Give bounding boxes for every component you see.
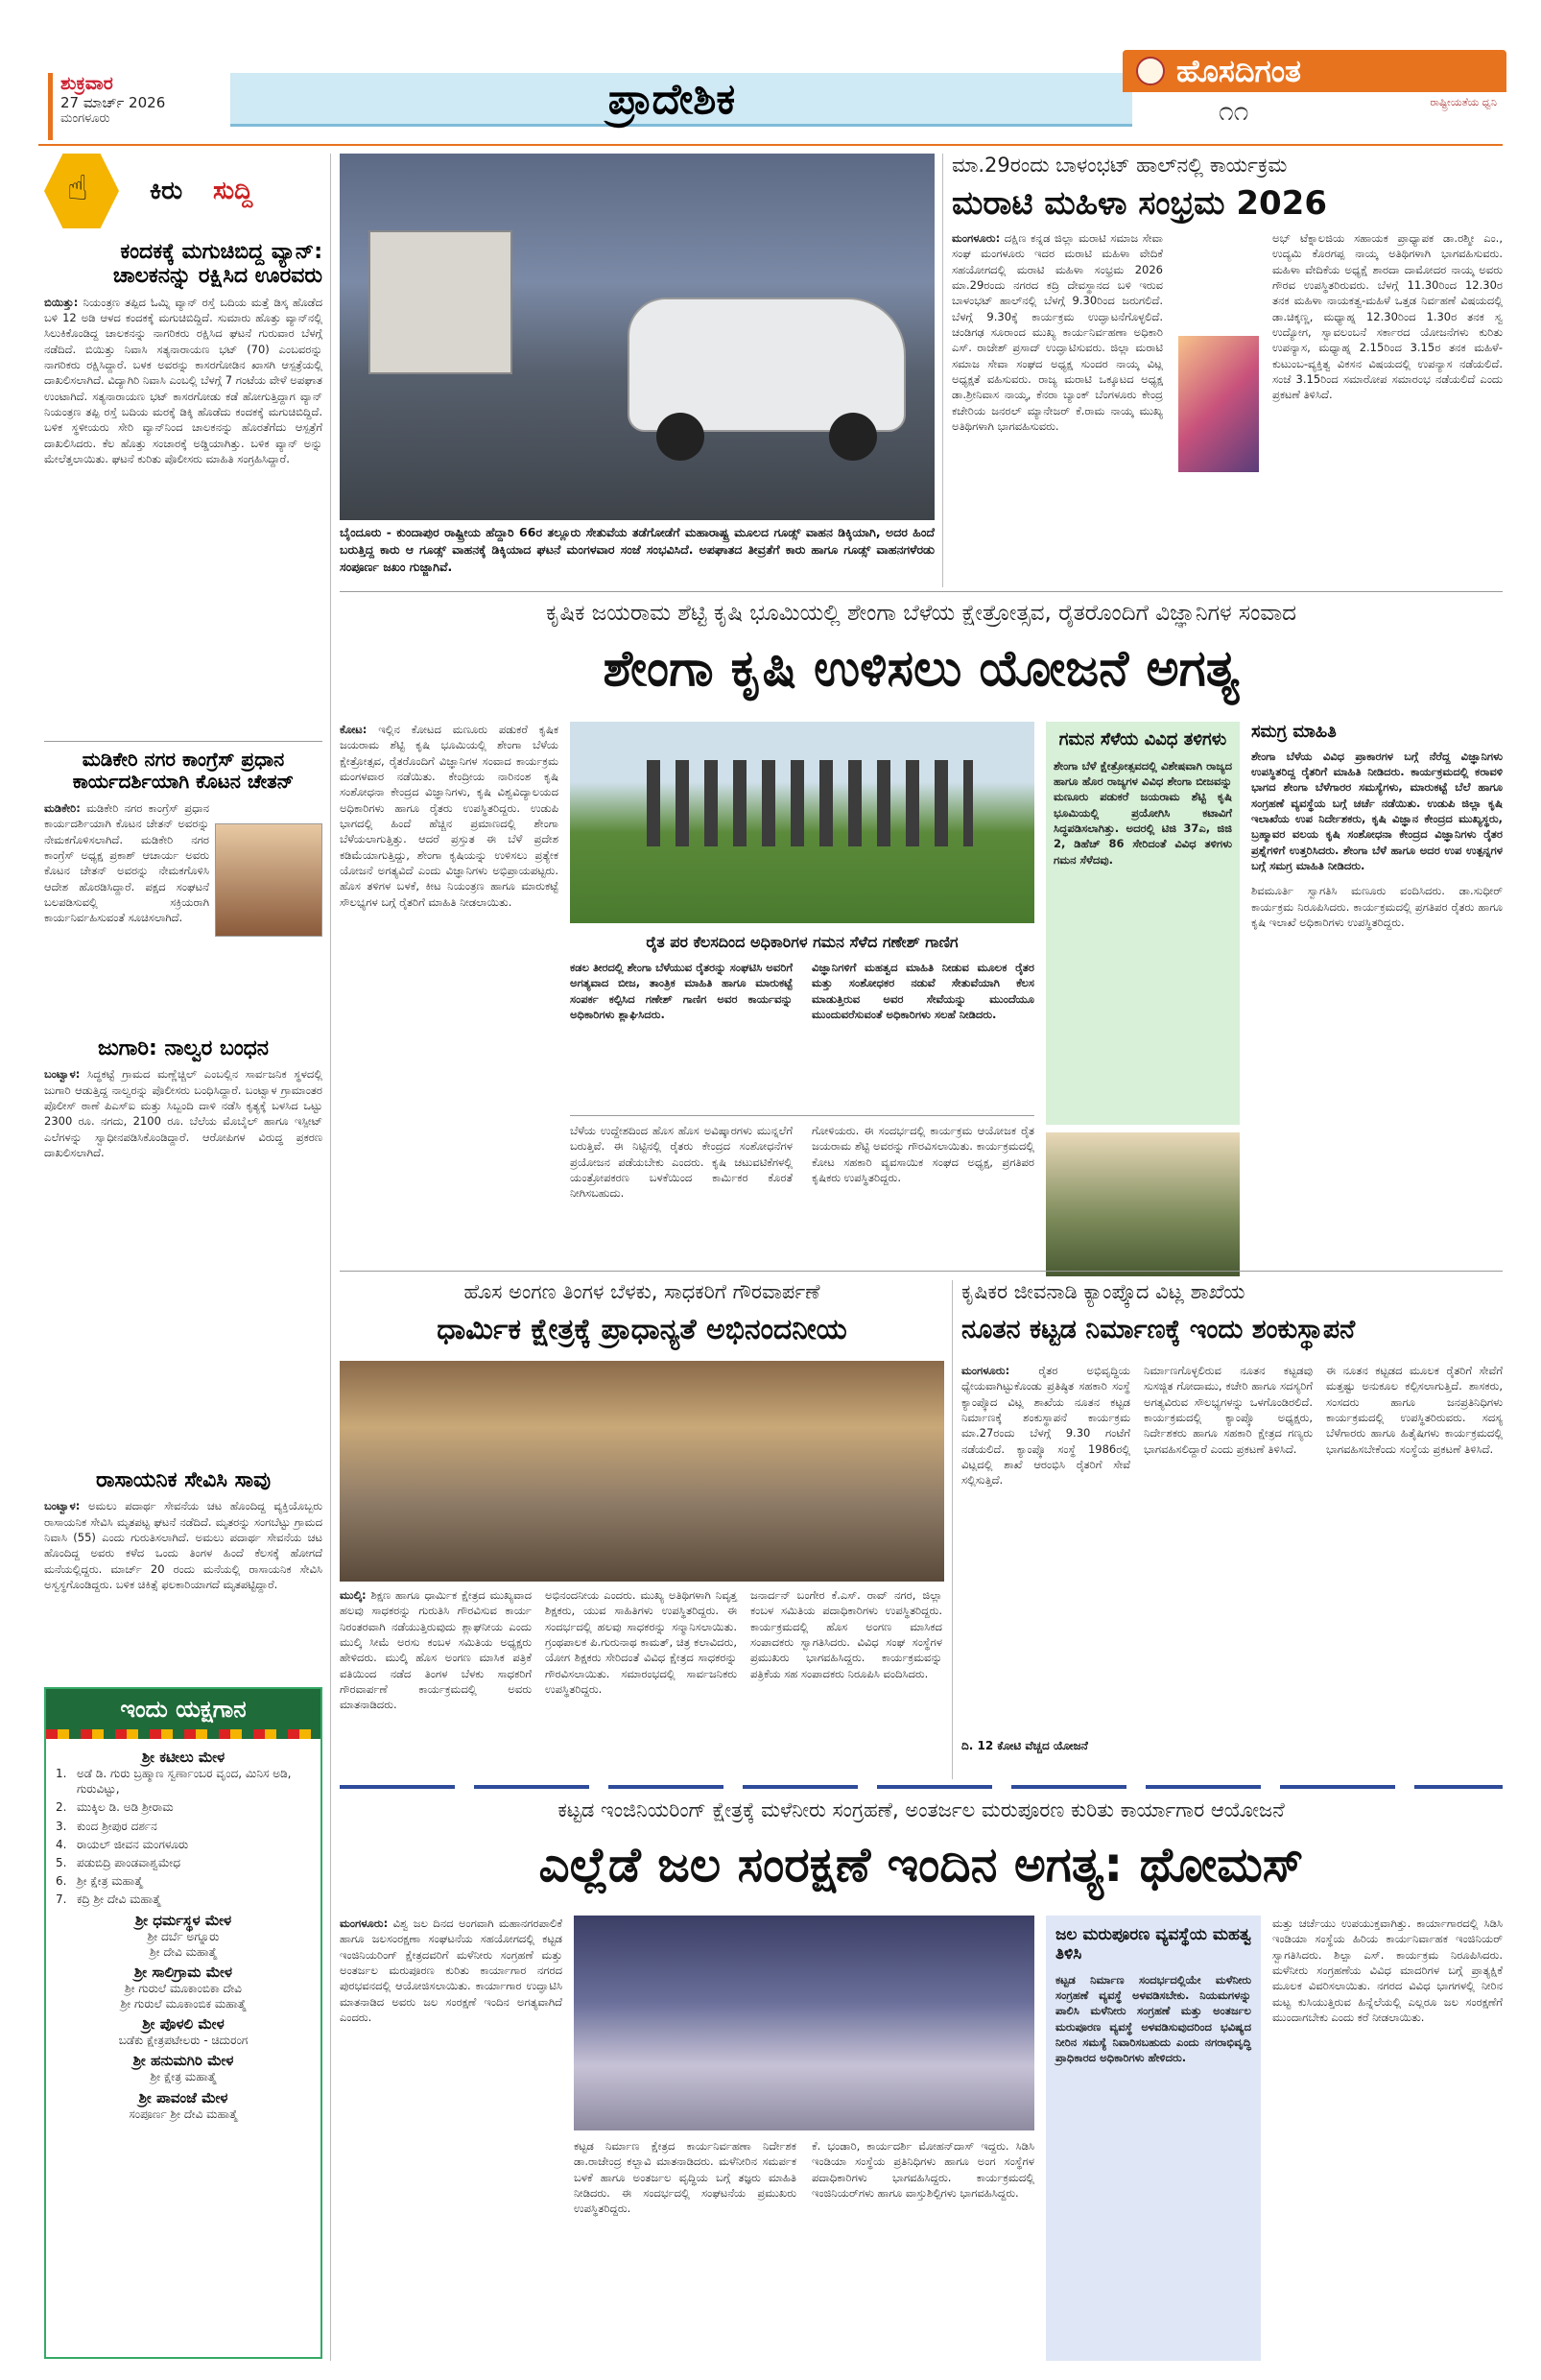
marati-kicker: ಮಾ.29ರಂದು ಬಾಳಂಭಟ್ ಹಾಲ್‌ನಲ್ಲಿ ಕಾರ್ಯಕ್ರಮ [952, 154, 1288, 177]
dateline: ಮುಲ್ಕಿ: [340, 1588, 367, 1602]
mulki-col1: ಮುಲ್ಕಿ: ಶಿಕ್ಷಣ ಹಾಗೂ ಧಾರ್ಮಿಕ ಕ್ಷೇತ್ರದ ಮುಖ್ಯವಾದ ಹಲವು ಸಾಧಕರನ್ನು ಗುರುತಿಸಿ ಗೌರವಿಸುವ ಕಾರ್ಯ ನಿರಂತರವಾಗಿ ನಡೆಯುತ್ತಿರುವುದು ಶ್ಲಾಘನೀಯ ಎಂದು ಮುಲ್ಕಿ ಸೀಮೆ ಅರಸು ಕಂಬಳ ಸಮಿತಿಯ ಅಧ್ಯಕ್ಷರು ಹೇಳಿದರು. ಮುಲ್ಕಿ ಹೊಸ ಅಂಗಣ ಮಾಸಿಕ ಪತ್ರಿಕೆ ವತಿಯಿಂದ ನಡೆದ ತಿಂಗಳ ಬೆಳಕು ಸಾಧಕರಿಗೆ ಗೌರವಾರ್ಪಣೆ ಕಾರ್ಯಕ್ರಮದಲ್ಲಿ ಅವರು ಮಾತನಾಡಿದರು. [340, 1588, 533, 1712]
mela-item: ಅಡೆ ಡಿ. ಗುರು ಬ್ರಹ್ಮಾಣ ಸ್ವರ್ಣಾಂಬರ ವೃಂದ, ಮಿನಿಸ ಅಡಿ, ಗುರುವಿಟ್ಟು, [77, 1767, 292, 1797]
brief-madikeri [44, 749, 322, 926]
dateline: ಬಿಯಿತ್ತು: [44, 295, 79, 309]
mulki-kicker: ಹೊಸ ಅಂಗಣ ತಿಂಗಳ ಬೆಳಕು, ಸಾಧಕರಿಗೆ ಗೌರವಾರ್ಪಣೆ [463, 1280, 820, 1303]
people-photo [1046, 1132, 1240, 1276]
mela-item: ಶ್ರೀ ಕ್ಷೇತ್ರ ಮಹಾತ್ಮೆ [150, 2070, 217, 2084]
dateline: ಮಂಗಳೂರು: [340, 1916, 389, 1930]
varieties-body: ಶೇಂಗಾ ಬೆಳೆ ಕ್ಷೇತ್ರೋತ್ಸವದಲ್ಲಿ ವಿಶೇಷವಾಗಿ ರಾಜ್ಯದ ಹಾಗೂ ಹೊರ ರಾಜ್ಯಗಳ ವಿವಿಧ ಶೇಂಗಾ ಬೀಜವನ್ನು ಮಣೂರು ಪಡುಕರೆ ಜಯರಾಮ ಶೆಟ್ಟಿ ಕೃಷಿ ಭೂಮಿಯಲ್ಲಿ ಪ್ರಯೋಗಿಸಿ ಕಟಾವಿಗೆ ಸಿದ್ಧಪಡಿಸಲಾಗಿತ್ತು. ಅದರಲ್ಲಿ ಟಿಜಿ 37ಎ, ಜಿಜಿ 2, ಡಿಹೆಚ್ 86 ಸೇರಿದಂತೆ ವಿವಿಧ ತಳಿಗಳು ಗಮನ ಸೆಳೆದವು. [1054, 758, 1232, 867]
mela-item: ಬಡೆಕು ಕ್ಷೇತ್ರಪಟೇಲರು - ಚಿದುರಂಗ [118, 2034, 249, 2048]
yakshagana-box: ಇಂದು ಯಕ್ಷಗಾನ ಶ್ರೀ ಕಟೀಲು ಮೇಳ 1. ಅಡೆ ಡಿ. ಗುರು ಬ್ರಹ್ಮಾಣ ಸ್ವರ್ಣಾಂಬರ ವೃಂದ, ಮಿನಿಸ ಅಡಿ, ಗುರುವಿಟ್ಟು, 2. ಮುಕ್ಕಿಲ ಡಿ. ಅಡಿ ಶ್ರೀರಾಮ 3. ಕುಂದ ಶ್ರೀಪುರ ದರ್ಶನ 4. ರಾಯಲ್ ಜೀವನ ಮಂಗಳೂರು 5. ಪಡುಬಿದ್ರಿ ಪಾಂಡವಾಶ್ವಮೇಧ 6. ಶ್ರೀ ಕ್ಷೇತ್ರ ಮಹಾತ್ಮೆ 7. ಕದ್ರಿ ಶ್ರೀ ದೇವಿ ಮಹಾತ್ಮೆ ಶ್ರೀ ಧರ್ಮಸ್ಥಳ ಮೇಳ ಶ್ರೀ ದರ್ಬೆ ಅಗ್ನೂರು ಶ್ರೀ ದೇವಿ ಮಹಾತ್ಮೆ ಶ್ರೀ ಸಾಲಿಗ್ರಾಮ ಮೇಳ ಶ್ರೀ ಗುರುಲೆ ಮೂಕಾಂಬಿಕಾ ದೇವಿ ಶ್ರೀ ಗುರುಲೆ ಮೂಕಾಂಬಿಕ ಮಹಾತ್ಮೆ ಶ್ರೀ ಪೊಳಲಿ ಮೇಳ ಬಡೆಕು ಕ್ಷೇತ್ರಪಟೇಲರು - ಚಿದುರಂಗ ಶ್ರೀ ಹನುಮಗಿರಿ ಮೇಳ ಶ್ರೀ ಕ್ಷೇತ್ರ ಮಹಾತ್ಮೆ ಶ್ರೀ ಪಾವಂಜೆ ಮೇಳ ಸಂಪೂರ್ಣ ಶ್ರೀ ದೇವಿ ಮಹಾತ್ಮೆ [44, 1687, 322, 2359]
mela-item: ಶ್ರೀ ಗುರುಲೆ ಮೂಕಾಂಬಿಕ ಮಹಾತ್ಮೆ [120, 1997, 247, 2011]
marati-col1: ಮಂಗಳೂರು: ದಕ್ಷಿಣ ಕನ್ನಡ ಜಿಲ್ಲಾ ಮರಾಟಿ ಸಮಾಜ ಸೇವಾ ಸಂಘ ಮಂಗಳೂರು ಇದರ ಮರಾಟಿ ಮಹಿಳಾ ವೇದಿಕೆ ಸಹಯೋಗದಲ್ಲಿ ಮರಾಟಿ ಮಹಿಳಾ ಸಂಭ್ರಮ 2026 ಮಾ.29ರಂದು ನಗರದ ಕದ್ರಿ ದೇವಸ್ಥಾನದ ಬಳಿ ಇರುವ ಬಾಳಂಭಟ್ ಹಾಲ್‌ನಲ್ಲಿ ಬೆಳಗ್ಗೆ 9.30ರಿಂದ ಜರುಗಲಿದೆ. ಬೆಳಗ್ಗೆ 9.30ಕ್ಕೆ ಕಾರ್ಯಕ್ರಮ ಉದ್ಘಾಟನೆಗೊಳ್ಳಲಿದೆ. ಚಂಡಿಗಢ ಸೂರಾಂದ ಮುಖ್ಯ ಕಾರ್ಯನಿರ್ವಹಣಾ ಅಧಿಕಾರಿ ಎಸ್. ರಾಜೇಶ್ ಪ್ರಸಾದ್ ಉದ್ಘಾಟಿಸುವರು. ಜಿಲ್ಲಾ ಮರಾಟಿ ಸಮಾಜ ಸೇವಾ ಸಂಘದ ಅಧ್ಯಕ್ಷ ಸುಂದರ ನಾಯ್ಕ ವಿಟ್ಲ ಅಧ್ಯಕ್ಷತೆ ವಹಿಸುವರು. ರಾಜ್ಯ ಮರಾಟಿ ಒಕ್ಕೂಟದ ಅಧ್ಯಕ್ಷ ಡಾ.ಶ್ರೀನಿವಾಸ ನಾಯ್ಕ, ಕೆನರಾ ಬ್ಯಾಂಕ್ ಬೆಂಗಳೂರು ಕೇಂದ್ರ ಕಚೇರಿಯ ಜನರಲ್ ಮ್ಯಾನೇಜರ್ ಕೆ.ರಾಮ ನಾಯ್ಕ ಮುಖ್ಯ ಅತಿಥಿಗಳಾಗಿ ಭಾಗವಹಿಸುವರು. [952, 231, 1163, 433]
shenga-tail2: ಗೋಳಿಯರು. ಈ ಸಂದರ್ಭದಲ್ಲಿ ಕಾರ್ಯಕ್ರಮ ಆಯೋಜಕ ರೈತ ಜಯರಾಮ ಶೆಟ್ಟಿ ಅವರನ್ನು ಗೌರವಿಸಲಾಯಿತು. ಕಾರ್ಯಕ್ರಮದಲ್ಲಿ ಕೋಟ ಸಹಕಾರಿ ವ್ಯವಸಾಯಿಕ ಸಂಘದ ಅಧ್ಯಕ್ಷ, ಪ್ರಗತಿಪರ ಕೃಷಿಕರು ಉಪಸ್ಥಿತರಿದ್ದರು. [812, 1124, 1034, 1184]
brand-tag: ರಾಷ್ಟ್ರೀಯತೆಯ ಧ್ವನಿ [1430, 96, 1497, 108]
mela-name: ಶ್ರೀ ಹನುಮಗಿರಿ ಮೇಳ [132, 2052, 234, 2070]
felicitation-photo [340, 1361, 944, 1582]
truck-shape [368, 230, 512, 374]
brand-name: ಹೊಸದಿಗಂತ [1176, 53, 1301, 89]
kirusuddi-label-a: ಕಿರು [150, 177, 183, 205]
brief-title: ಜುಗಾರಿ: ನಾಲ್ವರ ಬಂಧನ [97, 1036, 270, 1060]
accident-caption: ಬೈಂದೂರು - ಕುಂದಾಪುರ ರಾಷ್ಟ್ರೀಯ ಹೆದ್ದಾರಿ 66ರ ತಲ್ಲೂರು ಸೇತುವೆಯ ತಡೆಗೋಡೆಗೆ ಮಹಾರಾಷ್ಟ್ರ ಮೂಲದ ಗೂಡ್ಸ್ ವಾಹನ ಡಿಕ್ಕಿಯಾಗಿ, ಅದರ ಹಿಂದೆ ಬರುತ್ತಿದ್ದ ಕಾರು ಆ ಗೂಡ್ಸ್ ವಾಹನಕ್ಕೆ ಡಿಕ್ಕಿಯಾದ ಘಟನೆ ಮಂಗಳವಾರ ಸಂಜೆ ಸಂಭವಿಸಿದೆ. ಅಪಘಾತದ ತೀವ್ರತೆಗೆ ಕಾರು ಹಾಗೂ ಗೂಡ್ಸ್ ವಾಹನಗಳೆರಡು ಸಂಪೂರ್ಣ ಜಖಂ ಗುಜ್ಜಾಗಿವೆ. [340, 525, 935, 575]
side-info [1251, 722, 1503, 930]
brief-body: ಸಿದ್ಧಕಟ್ಟೆ ಗ್ರಾಮದ ಮಣ್ಣೆಚ್ಚಿಲ್ ಎಂಬಲ್ಲಿನ ಸಾರ್ವಜನಿಕ ಸ್ಥಳದಲ್ಲಿ ಜುಗಾರಿ ಆಡುತ್ತಿದ್ದ ನಾಲ್ವರನ್ನು ಪೊಲೀಸರು ಬಂಧಿಸಿದ್ದಾರೆ. ಬಂಟ್ವಾಳ ಗ್ರಾಮಾಂತರ ಪೊಲೀಸ್ ಠಾಣೆ ಪಿಎಸ್‌ಐ ಮತ್ತು ಸಿಬ್ಬಂದಿ ದಾಳಿ ನಡೆಸಿ ಕೃತ್ಯಕ್ಕೆ ಬಳಸಿದ ಒಟ್ಟು 2300 ರೂ. ನಗದು, 2100 ರೂ. ಬೆಲೆಯ ಮೊಬೈಲ್ ಹಾಗೂ ಇಸ್ಪೀಟ್ ಎಲೆಗಳನ್ನು ಸ್ವಾಧೀನಪಡಿಸಿಕೊಂಡಿದ್ದಾರೆ. ಆರೋಪಿಗಳ ವಿರುದ್ಧ ಪ್ರಕರಣ ದಾಖಲಿಸಲಾಗಿದೆ. [44, 1067, 323, 1159]
campco-date-line: ದಿ. 12 ಕೋಟಿ ವೆಚ್ಚದ ಯೋಜನೆ [961, 1739, 1088, 1752]
shenga-col1: ಕೋಟ: ಇಲ್ಲಿನ ಕೋಟದ ಮಣೂರು ಪಡುಕರೆ ಕೃಷಿಕ ಜಯರಾಮ ಶೆಟ್ಟಿ ಕೃಷಿ ಭೂಮಿಯಲ್ಲಿ ಶೇಂಗಾ ಬೆಳೆಯ ಕ್ಷೇತ್ರೋತ್ಸವ, ರೈತರೊಂದಿಗೆ ವಿಜ್ಞಾನಿಗಳ ಸಂವಾದ ಕಾರ್ಯಕ್ರಮ ಮಂಗಳವಾರ ನಡೆಯಿತು. ಕೇಂದ್ರೀಯ ನಾರಿನಂಶ ಕೃಷಿ ಸಂಶೋಧನಾ ಕೇಂದ್ರದ ವಿಜ್ಞಾನಿಗಳು, ಕೃಷಿ ವಿಶ್ವವಿದ್ಯಾಲಯದ ಅಧಿಕಾರಿಗಳು ಹಾಗೂ ರೈತರು ಉಪಸ್ಥಿತರಿದ್ದರು. ಉಡುಪಿ ಭಾಗದಲ್ಲಿ ಹಿಂದೆ ಹೆಚ್ಚಿನ ಪ್ರಮಾಣದಲ್ಲಿ ಶೇಂಗಾ ಬೆಳೆಯಲಾಗುತ್ತಿತ್ತು. ಆದರೆ ಪ್ರಸ್ತುತ ಈ ಬೆಳೆ ಪ್ರದೇಶ ಕಡಿಮೆಯಾಗುತ್ತಿದ್ದು, ಶೇಂಗಾ ಕೃಷಿಯನ್ನು ಉಳಿಸಲು ಪ್ರತ್ಯೇಕ ಯೋಜನೆ ಅಗತ್ಯವಿದೆ ಎಂದು ವಿಜ್ಞಾನಿಗಳು ಅಭಿಪ್ರಾಯಪಟ್ಟರು. ಹೊಸ ತಳಿಗಳ ಬಳಕೆ, ಕೀಟ ನಿಯಂತ್ರಣ ಹಾಗೂ ಮಾರುಕಟ್ಟೆ ಸೌಲಭ್ಯಗಳ ಬಗ್ಗೆ ರೈತರಿಗೆ ಮಾಹಿತಿ ನೀಡಲಾಯಿತು. [340, 723, 559, 909]
mela-item: ಮುಕ್ಕಿಲ ಡಿ. ಅಡಿ ಶ್ರೀರಾಮ [77, 1800, 174, 1815]
mela-name: ಶ್ರೀ ಕಟೀಲು ಮೇಳ [141, 1749, 225, 1766]
section-title: ಪ್ರಾದೇಶಿಕ [607, 75, 736, 124]
accident-photo [340, 154, 935, 520]
mulki-col2: ಅಭಿನಂದನೀಯ ಎಂದರು. ಮುಖ್ಯ ಅತಿಥಿಗಳಾಗಿ ನಿವೃತ್ತ ಶಿಕ್ಷಕರು, ಯುವ ಸಾಹಿತಿಗಳು ಉಪಸ್ಥಿತರಿದ್ದರು. ಈ ಸಂದರ್ಭದಲ್ಲಿ ಹಲವು ಸಾಧಕರನ್ನು ಸನ್ಮಾನಿಸಲಾಯಿತು. ಗ್ರಂಥಪಾಲಕ ಪಿ.ಗುರುನಾಥ ಕಾಮತ್, ಚಿತ್ರ ಕಲಾವಿದರು, ಯೋಗ ಶಿಕ್ಷಕರು ಸೇರಿದಂತೆ ವಿವಿಧ ಕ್ಷೇತ್ರದ ಸಾಧಕರನ್ನು ಗೌರವಿಸಲಾಯಿತು. ಸಮಾರಂಭದಲ್ಲಿ ಸಾರ್ವಜನಿಕರು ಉಪಸ್ಥಿತರಿದ್ದರು. [545, 1588, 737, 1696]
campco-kicker: ಕೃಷಿಕರ ಜೀವನಾಡಿ ಕ್ಯಾಂಪ್ಕೊದ ವಿಟ್ಲ ಶಾಖೆಯ [961, 1280, 1245, 1303]
varieties-box [1046, 722, 1240, 1125]
header-day: ಶುಕ್ರವಾರ [60, 73, 113, 94]
mela-name: ಶ್ರೀ ಪಾವಂಜೆ ಮೇಳ [138, 2088, 228, 2106]
car-shape [628, 298, 906, 432]
water-col1: ಮಂಗಳೂರು: ವಿಶ್ವ ಜಲ ದಿನದ ಅಂಗವಾಗಿ ಮಹಾನಗರಪಾಲಿಕೆ ಹಾಗೂ ಜಲಸಂರಕ್ಷಣಾ ಸಂಘಟನೆಯ ಸಹಯೋಗದಲ್ಲಿ ಕಟ್ಟಡ ಇಂಜಿನಿಯರಿಂಗ್ ಕ್ಷೇತ್ರದವರಿಗೆ ಮಳೆನೀರು ಸಂಗ್ರಹಣೆ ಮತ್ತು ಅಂತರ್ಜಲ ಮರುಪೂರಣ ಕುರಿತು ಕಾರ್ಯಾಗಾರ ನಗರದ ಪುರಭವನದಲ್ಲಿ ಆಯೋಜಿಸಲಾಯಿತು. ಕಾರ್ಯಾಗಾರ ಉದ್ಘಾಟಿಸಿ ಮಾತನಾಡಿದ ಅವರು ಜಲ ಸಂರಕ್ಷಣೆ ಇಂದಿನ ಅಗತ್ಯವಾಗಿದೆ ಎಂದರು. [340, 1916, 563, 2024]
mela-name: ಶ್ರೀ ಪೊಳಲಿ ಮೇಳ [142, 2015, 225, 2034]
brief-title: ಮಡಿಕೇರಿ ನಗರ ಕಾಂಗ್ರೆಸ್ ಪ್ರಧಾನ ಕಾರ್ಯದರ್ಶಿಯಾಗಿ ಕೊಟನ ಚೇತನ್ [72, 748, 295, 793]
field-photo [570, 722, 1034, 923]
brief-jugari [44, 1036, 322, 1160]
kirusuddi-label-b: ಸುದ್ದಿ [213, 177, 253, 205]
yakshagana-border [46, 1729, 320, 1739]
water-title: ಎಲ್ಲೆಡೆ ಜಲ ಸಂರಕ್ಷಣೆ ಇಂದಿನ ಅಗತ್ಯ: ಥೋಮಸ್ [538, 1837, 1304, 1892]
water-side: ಮತ್ತು ಚರ್ಚೆಯು ಉಪಯುಕ್ತವಾಗಿತ್ತು. ಕಾರ್ಯಾಗಾರದಲ್ಲಿ ಸಿಡಿಸಿ ಇಂಡಿಯಾ ಸಂಸ್ಥೆಯ ಹಿರಿಯ ಕಾರ್ಯನಿರ್ವಾಹಕ ಇಂಜಿನಿಯರ್ ಸ್ವಾಗತಿಸಿದರು. ಶಿಲ್ಪಾ ಎಸ್. ಕಾರ್ಯಕ್ರಮ ನಿರೂಪಿಸಿದರು. ಮಳೆನೀರು ಸಂಗ್ರಹಣೆಯ ವಿವಿಧ ಮಾದರಿಗಳ ಬಗ್ಗೆ ಪ್ರಾತ್ಯಕ್ಷಿಕೆ ಮೂಲಕ ವಿವರಿಸಲಾಯಿತು. ನಗರದ ವಿವಿಧ ಭಾಗಗಳಲ್ಲಿ ನೀರಿನ ಮಟ್ಟ ಕುಸಿಯುತ್ತಿರುವ ಹಿನ್ನೆಲೆಯಲ್ಲಿ ಎಲ್ಲರೂ ಜಲ ಸಂರಕ್ಷಣೆಗೆ ಮುಂದಾಗಬೇಕು ಎಂದು ಕರೆ ನೀಡಲಾಯಿತು. [1272, 1916, 1503, 2024]
mela-item: ಕುಂದ ಶ್ರೀಪುರ ದರ್ಶನ [77, 1819, 157, 1833]
side-tail: ಶಿವಮೂರ್ತಿ ಸ್ವಾಗತಿಸಿ ಮಣೂರು ವಂದಿಸಿದರು. ಡಾ.ಸುಧೀರ್ ಕಾರ್ಯಕ್ರಮ ನಿರೂಪಿಸಿದರು. ಕಾರ್ಯಕ್ರಮದಲ್ಲಿ ಪ್ರಗತಿಪರ ರೈತರು ಹಾಗೂ ಕೃಷಿ ಇಲಾಖೆ ಅಧಿಕಾರಿಗಳು ಉಪಸ್ಥಿತರಿದ್ದರು. [1251, 884, 1503, 929]
side-title: ಸಮಗ್ರ ಮಾಹಿತಿ [1251, 722, 1337, 742]
portrait-photo [215, 823, 322, 937]
mela-item: ಪಡುಬಿದ್ರಿ ಪಾಂಡವಾಶ್ವಮೇಧ [77, 1855, 180, 1869]
water-kicker: ಕಟ್ಟಡ ಇಂಜಿನಿಯರಿಂಗ್ ಕ್ಷೇತ್ರಕ್ಕೆ ಮಳೆನೀರು ಸಂಗ್ರಹಣೆ, ಅಂತರ್ಜಲ ಮರುಪೂರಣ ಕುರಿತು ಕಾರ್ಯಾಗಾರ ಆಯೋಜನೆ [557, 1798, 1285, 1821]
marati-title: ಮರಾಟಿ ಮಹಿಳಾ ಸಂಭ್ರಮ 2026 [952, 184, 1327, 223]
shenga-title: ಶೇಂಗಾ ಕೃಷಿ ಉಳಿಸಲು ಯೋಜನೆ ಅಗತ್ಯ [603, 640, 1240, 698]
farmer-caption-col2: ವಿಜ್ಞಾನಿಗಳಿಗೆ ಮಹತ್ವದ ಮಾಹಿತಿ ನೀಡುವ ಮೂಲಕ ರೈತರ ಮತ್ತು ಸಂಶೋಧಕರ ನಡುವೆ ಸೇತುವೆಯಾಗಿ ಕೆಲಸ ಮಾಡುತ್ತಿರುವ ಅವರ ಸೇವೆಯನ್ನು ಮುಂದೆಯೂ ಮುಂದುವರೆಸುವಂತೆ ಅಧಿಕಾರಿಗಳು ಸಲಹೆ ನೀಡಿದರು. [812, 961, 1034, 1021]
marati-col2: ಅಭ್ ಟೆಕ್ನಾಲಜಿಯ ಸಹಾಯಕ ಪ್ರಾಧ್ಯಾಪಕ ಡಾ.ರಶ್ಮೀ ಎಂ., ಉದ್ಯಮಿ ಕೊರಗಪ್ಪ ನಾಯ್ಕ ಅತಿಥಿಗಳಾಗಿ ಭಾಗವಹಿಸುವರು. ಮಹಿಳಾ ವೇದಿಕೆಯ ಅಧ್ಯಕ್ಷೆ ಶಾರದಾ ದಾಮೋದರ ನಾಯ್ಕ ಅವರು ಗೌರವ ಉಪಸ್ಥಿತರಿರುವರು. ಬೆಳಗ್ಗೆ 11.30ರಿಂದ 12.30ರ ತನಕ ಮಹಿಳಾ ನಾಯಕತ್ವ-ಮಹಿಳೆ ಒತ್ತಡ ನಿರ್ವಹಣೆ ವಿಷಯದಲ್ಲಿ ಡಾ.ಚಿಕ್ಕಣ್ಣ, ಮಧ್ಯಾಹ್ನ 12.30ರಿಂದ 1.30ರ ತನಕ ಸ್ವ ಉದ್ಯೋಗ, ಸ್ವಾವಲಂಬನೆ ಸರ್ಕಾರದ ಯೋಜನೆಗಳು ಕುರಿತು ಉಪನ್ಯಾಸ, ಮಧ್ಯಾಹ್ನ 2.15ರಿಂದ 3.15ರ ತನಕ ಮಹಿಳೆ-ಕುಟುಂಬ-ವ್ಯಕ್ತಿತ್ವ ವಿಕಸನ ವಿಷಯದಲ್ಲಿ ಉಪನ್ಯಾಸ ನಡೆಯಲಿದೆ. ಸಂಜೆ 3.15ರಿಂದ ಸಮಾರೋಪ ಸಮಾರಂಭ ನಡೆಯಲಿದೆ ಎಂದು ಪ್ರಕಟಣೆ ತಿಳಿಸಿದೆ. [1272, 231, 1503, 402]
page-number: ೧೧ [1219, 95, 1249, 127]
farmer-caption-col1: ಕಡಲ ತೀರದಲ್ಲಿ ಶೇಂಗಾ ಬೆಳೆಯುವ ರೈತರನ್ನು ಸಂಘಟಿಸಿ ಅವರಿಗೆ ಅಗತ್ಯವಾದ ಬೀಜ, ತಾಂತ್ರಿಕ ಮಾಹಿತಿ ಹಾಗೂ ಮಾರುಕಟ್ಟೆ ಸಂಪರ್ಕ ಕಲ್ಪಿಸಿದ ಗಣೇಶ್ ಗಾಣಿಗ ಅವರ ಕಾರ್ಯವನ್ನು ಅಧಿಕಾರಿಗಳು ಶ್ಲಾಘಿಸಿದರು. [570, 961, 793, 1021]
brief-title: ಕಂದಕಕ್ಕೆ ಮಗುಚಿಬಿದ್ದ ವ್ಯಾನ್: ಚಾಲಕನನ್ನು ರಕ್ಷಿಸಿದ ಊರವರು [112, 240, 322, 289]
brief-van [44, 240, 322, 466]
header-date: 27 ಮಾರ್ಚ್ 2026 [60, 94, 166, 111]
yakshagana-title: ಇಂದು ಯಕ್ಷಗಾನ [46, 1689, 320, 1729]
mela-item: ಶ್ರೀ ದೇವಿ ಮಹಾತ್ಮೆ [149, 1944, 218, 1959]
mela-name: ಶ್ರೀ ಧರ್ಮಸ್ಥಳ ಮೇಳ [134, 1911, 232, 1929]
recharge-body: ಕಟ್ಟಡ ನಿರ್ಮಾಣ ಸಂದರ್ಭದಲ್ಲಿಯೇ ಮಳೆನೀರು ಸಂಗ್ರಹಣೆ ವ್ಯವಸ್ಥೆ ಅಳವಡಿಸಬೇಕು. ನಿಯಮಗಳನ್ನು ಪಾಲಿಸಿ ಮಳೆನೀರು ಸಂಗ್ರಹಣೆ ಮತ್ತು ಅಂತರ್ಜಲ ಮರುಪೂರಣ ವ್ಯವಸ್ಥೆ ಅಳವಡಿಸುವುದರಿಂದ ಭವಿಷ್ಯದ ನೀರಿನ ಸಮಸ್ಯೆ ನಿವಾರಿಸಬಹುದು ಎಂದು ನಗರಾಭಿವೃದ್ಧಿ ಪ್ರಾಧಿಕಾರದ ಅಧಿಕಾರಿಗಳು ಹೇಳಿದರು. [1055, 1972, 1251, 2065]
campco-col2: ನಿರ್ಮಾಣಗೊಳ್ಳಲಿರುವ ನೂತನ ಕಟ್ಟಡವು ಸುಸಜ್ಜಿತ ಗೋದಾಮು, ಕಚೇರಿ ಹಾಗೂ ಸದಸ್ಯರಿಗೆ ಅಗತ್ಯವಿರುವ ಸೌಲಭ್ಯಗಳನ್ನು ಒಳಗೊಂಡಿರಲಿದೆ. ಕಾರ್ಯಕ್ರಮದಲ್ಲಿ ಕ್ಯಾಂಪ್ಕೊ ಅಧ್ಯಕ್ಷರು, ನಿರ್ದೇಶಕರು ಹಾಗೂ ಸಹಕಾರಿ ಕ್ಷೇತ್ರದ ಗಣ್ಯರು ಭಾಗವಹಿಸಲಿದ್ದಾರೆ ಎಂದು ಪ್ರಕಟಣೆ ತಿಳಿಸಿದೆ. [1144, 1364, 1313, 1456]
lamp-photo [574, 1916, 1034, 2130]
side-body: ಶೇಂಗಾ ಬೆಳೆಯ ವಿವಿಧ ಪ್ರಾಕಾರಗಳ ಬಗ್ಗೆ ನೆರೆದ್ದ ವಿಜ್ಞಾನಿಗಳು ಉಪಸ್ಥಿತರಿದ್ದ ರೈತರಿಗೆ ಮಾಹಿತಿ ನೀಡಿದರು. ಕಾರ್ಯಕ್ರಮದಲ್ಲಿ ಕರಾವಳಿ ಭಾಗದ ಶೇಂಗಾ ಬೆಳೆಗಾರರ ಸಮಸ್ಯೆಗಳು, ಮಾರುಕಟ್ಟೆ ಬೆಲೆ ಹಾಗೂ ಸಂಗ್ರಹಣೆ ವ್ಯವಸ್ಥೆಯ ಬಗ್ಗೆ ಚರ್ಚೆ ನಡೆಯಿತು. ಉಡುಪಿ ಜಿಲ್ಲಾ ಕೃಷಿ ಇಲಾಖೆಯ ಉಪ ನಿರ್ದೇಶಕರು, ಕೃಷಿ ವಿಜ್ಞಾನ ಕೇಂದ್ರದ ಮುಖ್ಯಸ್ಥರು, ಬ್ರಹ್ಮಾವರ ವಲಯ ಕೃಷಿ ಸಂಶೋಧನಾ ಕೇಂದ್ರದ ವಿಜ್ಞಾನಿಗಳು ರೈತರ ಪ್ರಶ್ನೆಗಳಿಗೆ ಉತ್ತರಿಸಿದರು. ಶೇಂಗಾ ಬೆಳೆ ಹಾಗೂ ಅದರ ಉಪ ಉತ್ಪನ್ನಗಳ ಬಗ್ಗೆ ಸಮಗ್ರ ಮಾಹಿತಿ ನೀಡಿದರು. [1251, 749, 1503, 872]
brief-body: ನಿಯಂತ್ರಣ ತಪ್ಪಿದ ಓಮ್ನಿ ವ್ಯಾನ್ ರಸ್ತೆ ಬದಿಯ ಮತ್ತೆ ಡಿಸ್ಕ ಹೊಡೆದ ಬಳಿ 12 ಅಡಿ ಆಳದ ಕಂದಕಕ್ಕೆ ಮಗುಚಿಬಿದ್ದಿದೆ. ಸುಮಾರು ಹೊತ್ತು ವ್ಯಾನ್‌ನಲ್ಲಿ ಸಿಲುಕಿಕೊಂಡಿದ್ದ ಚಾಲಕನನ್ನು ನಾಗರಿಕರು ರಕ್ಷಿಸಿದ ಘಟನೆ ಗುರುವಾರ ಬೆಳಗ್ಗೆ ನಡೆದಿದೆ. ಬಿಯಿತ್ತು ನಿವಾಸಿ ಸತ್ಯನಾರಾಯಣ ಭಟ್ (70) ಎಂಬವರನ್ನು ನಾಗರಿಕರು ರಕ್ಷಿಸಿದ್ದಾರೆ. ಬಳಕ ಅವರನ್ನು ಕಾಸರಗೋಡಿನ ಖಾಸಗಿ ಆಸ್ಪತ್ರೆಯಲ್ಲಿ ದಾಖಲಿಸಲಾಗಿದೆ. ವಿದ್ಯಾಗಿರಿ ನಿವಾಸಿ ಎಂಬಲ್ಲಿ ಬೆಳಗ್ಗೆ 7 ಗಂಟೆಯ ವೇಳೆ ಅಪಘಾತ ಉಂಟಾಗಿದೆ. ಸತ್ಯನಾರಾಯಣ ಭಟ್ ಕಾಸರಗೋಡು ಕಡೆ ಹೋಗುತ್ತಿದ್ದಾಗ ವ್ಯಾನ್ ನಿಯಂತ್ರಣ ತಪ್ಪಿ ರಸ್ತೆ ಬದಿಯ ಮರಕ್ಕೆ ಡಿಕ್ಕಿ ಹೊಡೆದು ಕಂದಕಕ್ಕೆ ಮಗುಚಿಬಿದ್ದಿದೆ. ಬಳಿಕ ಸ್ಥಳೀಯರು ಸೇರಿ ವ್ಯಾನ್‌ನಿಂದ ಚಾಲಕನನ್ನು ಹೊರತೆಗೆದು ಆಸ್ಪತ್ರೆಗೆ ದಾಖಲಿಸಿದರು. ಕೆಲ ಹೊತ್ತು ಸಂಚಾರಕ್ಕೆ ಅಡ್ಡಿಯಾಗಿತ್ತು. ಬಳಿಕ ವ್ಯಾನ್ ಅನ್ನು ಮೇಲೆತ್ತಲಾಯಿತು. ಘಟನೆ ಕುರಿತು ಪೊಲೀಸರು ಮಾಹಿತಿ ಸಂಗ್ರಹಿಸಿದ್ದಾರೆ. [44, 295, 322, 465]
brief-title: ರಾಸಾಯನಿಕ ಸೇವಿಸಿ ಸಾವು [95, 1468, 271, 1492]
recharge-box [1046, 1916, 1261, 2361]
header-city: ಮಂಗಳೂರು [60, 111, 110, 126]
header-dateline [48, 73, 221, 140]
mulki-title: ಧಾರ್ಮಿಕ ಕ್ಷೇತ್ರಕ್ಕೆ ಪ್ರಾಧಾನ್ಯತೆ ಅಭಿನಂದನೀಯ [437, 1313, 847, 1346]
recharge-title: ಜಲ ಮರುಪೂರಣ ವ್ಯವಸ್ಥೆಯ ಮಹತ್ವ ತಿಳಿಸಿ [1055, 1925, 1251, 1964]
hand-glyph-icon: ☝ [67, 169, 88, 208]
shenga-kicker: ಕೃಷಿಕ ಜಯರಾಮ ಶೆಟ್ಟಿ ಕೃಷಿ ಭೂಮಿಯಲ್ಲಿ ಶೇಂಗಾ ಬೆಳೆಯ ಕ್ಷೇತ್ರೋತ್ಸವ, ರೈತರೊಂದಿಗೆ ವಿಜ್ಞಾನಿಗಳ ಸಂವಾದ [545, 601, 1297, 626]
lotus-icon [1136, 57, 1165, 85]
mulki-col3: ಜನಾರ್ದನ್ ಬಂಗೇರ ಕೆ.ಎಸ್. ರಾವ್ ನಗರ, ಜಿಲ್ಲಾ ಕಂಬಳ ಸಮಿತಿಯ ಪದಾಧಿಕಾರಿಗಳು ಉಪಸ್ಥಿತರಿದ್ದರು. ಕಾರ್ಯಕ್ರಮದಲ್ಲಿ ಹೊಸ ಅಂಗಣ ಮಾಸಿಕದ ಸಂಪಾದಕರು ಸ್ವಾಗತಿಸಿದರು. ವಿವಿಧ ಸಂಘ ಸಂಸ್ಥೆಗಳ ಪ್ರಮುಖರು ಭಾಗವಹಿಸಿದ್ದರು. ಕಾರ್ಯಕ್ರಮವನ್ನು ಪತ್ರಿಕೆಯ ಸಹ ಸಂಪಾದಕರು ನಿರೂಪಿಸಿ ವಂದಿಸಿದರು. [750, 1588, 942, 1680]
campco-title: ನೂತನ ಕಟ್ಟಡ ನಿರ್ಮಾಣಕ್ಕೆ ಇಂದು ಶಂಕುಸ್ಥಾಪನೆ [961, 1315, 1356, 1345]
mela-item: ಶ್ರೀ ಗುರುಲೆ ಮೂಕಾಂಬಿಕಾ ದೇವಿ [125, 1981, 242, 1995]
brand-logo [1123, 50, 1506, 131]
campco-col1: ಮಂಗಳೂರು: ರೈತರ ಅಭಿವೃದ್ಧಿಯ ಧ್ಯೇಯವಾಗಿಟ್ಟುಕೊಂಡು ಪ್ರತಿಷ್ಠಿತ ಸಹಕಾರಿ ಸಂಸ್ಥೆ ಕ್ಯಾಂಪ್ಕೊದ ವಿಟ್ಲ ಶಾಖೆಯ ನೂತನ ಕಟ್ಟಡ ನಿರ್ಮಾಣಕ್ಕೆ ಶಂಕುಸ್ಥಾಪನೆ ಕಾರ್ಯಕ್ರಮ ಮಾ.27ರಂದು ಬೆಳಗ್ಗೆ 9.30 ಗಂಟೆಗೆ ನಡೆಯಲಿದೆ. ಕ್ಯಾಂಪ್ಕೊ ಸಂಸ್ಥೆ 1986ರಲ್ಲಿ ವಿಟ್ಲದಲ್ಲಿ ಶಾಖೆ ಆರಂಭಿಸಿ ರೈತರಿಗೆ ಸೇವೆ ಸಲ್ಲಿಸುತ್ತಿದೆ. [961, 1364, 1130, 1488]
campco-col3: ಈ ನೂತನ ಕಟ್ಟಡದ ಮೂಲಕ ರೈತರಿಗೆ ಸೇವೆಗೆ ಮತ್ತಷ್ಟು ಅನುಕೂಲ ಕಲ್ಪಿಸಲಾಗುತ್ತಿದೆ. ಶಾಸಕರು, ಸಂಸದರು ಹಾಗೂ ಜನಪ್ರತಿನಿಧಿಗಳು ಕಾರ್ಯಕ್ರಮದಲ್ಲಿ ಉಪಸ್ಥಿತರಿರುವರು. ಸದಸ್ಯ ಬೆಳೆಗಾರರು ಹಾಗೂ ಹಿತೈಷಿಗಳು ಕಾರ್ಯಕ್ರಮದಲ್ಲಿ ಭಾಗವಹಿಸಬೇಕೆಂದು ಸಂಸ್ಥೆಯ ಪ್ರಕಟಣೆ ತಿಳಿಸಿದೆ. [1326, 1364, 1503, 1456]
mela-item: ಸಂಪೂರ್ಣ ಶ್ರೀ ದೇವಿ ಮಹಾತ್ಮೆ [129, 2106, 238, 2121]
mela-item: ಶ್ರೀ ಕ್ಷೇತ್ರ ಮಹಾತ್ಮೆ [77, 1874, 143, 1889]
mela-item: ಕದ್ರಿ ಶ್ರೀ ದೇವಿ ಮಹಾತ್ಮೆ [77, 1892, 161, 1907]
dateline: ಮಡಿಕೇರಿ: [44, 801, 81, 815]
brief-body: ಅಮಲು ಪದಾರ್ಥ ಸೇವನೆಯ ಚಟ ಹೊಂದಿದ್ದ ವ್ಯಕ್ತಿಯೊಬ್ಬರು ರಾಸಾಯನಿಕ ಸೇವಿಸಿ ಮೃತಪಟ್ಟ ಘಟನೆ ನಡೆದಿದೆ. ಮೃತರನ್ನು ಸಂಗಬೆಟ್ಟು ಗ್ರಾಮದ ನಿವಾಸಿ (55) ಎಂದು ಗುರುತಿಸಲಾಗಿದೆ. ಅಮಲು ಪದಾರ್ಥ ಸೇವನೆಯ ಚಟ ಹೊಂದಿದ್ದ ಅವರು ಕಳೆದ ಒಂದು ತಿಂಗಳ ಹಿಂದೆ ಕೆಲಸಕ್ಕೆ ಹೋಗದೆ ಮನೆಯಲ್ಲಿದ್ದರು. ಮಾರ್ಚ್ 20 ರಂದು ಮನೆಯಲ್ಲಿ ರಾಸಾಯನಿಕ ಸೇವಿಸಿ ಅಸ್ವಸ್ಥಗೊಂಡಿದ್ದರು. ಬಳಿಕ ಚಿಕಿತ್ಸೆ ಫಲಕಾರಿಯಾಗದೆ ಮೃತಪಟ್ಟಿದ್ದಾರೆ. [44, 1499, 323, 1591]
dateline: ಮಂಗಳೂರು: [961, 1364, 1010, 1377]
water-col2: ಕಟ್ಟಡ ನಿರ್ಮಾಣ ಕ್ಷೇತ್ರದ ಕಾರ್ಯನಿರ್ವಹಣಾ ನಿರ್ದೇಶಕ ಡಾ.ರಾಜೇಂದ್ರ ಕಲ್ಬಾವಿ ಮಾತನಾಡಿದರು. ಮಳೆನೀರಿನ ಸಮರ್ಪಕ ಬಳಕೆ ಹಾಗೂ ಅಂತರ್ಜಲ ವೃದ್ಧಿಯ ಬಗ್ಗೆ ತಜ್ಞರು ಮಾಹಿತಿ ನೀಡಿದರು. ಈ ಸಂದರ್ಭದಲ್ಲಿ ಸಂಘಟನೆಯ ಪ್ರಮುಖರು ಉಪಸ್ಥಿತರಿದ್ದರು. [574, 2139, 796, 2216]
shenga-tail1: ಬೆಳೆಯ ಉದ್ದೇಶದಿಂದ ಹೊಸ ಹೊಸ ಅವಿಷ್ಕಾರಗಳು ಮುನ್ನಲೆಗೆ ಬರುತ್ತಿವೆ. ಈ ನಿಟ್ಟಿನಲ್ಲಿ ರೈತರು ಕೇಂದ್ರದ ಸಂಶೋಧನೆಗಳ ಪ್ರಯೋಜನ ಪಡೆಯಬೇಕು ಎಂದರು. ಕೃಷಿ ಚಟುವಟಿಕೆಗಳಲ್ಲಿ ಯಂತ್ರೋಪಕರಣ ಬಳಕೆಯಿಂದ ಕಾರ್ಮಿಕರ ಕೊರತೆ ನೀಗಿಸಬಹುದು. [570, 1124, 793, 1201]
farmer-caption-title: ರೈತ ಪರ ಕೆಲಸದಿಂದ ಅಧಿಕಾರಿಗಳ ಗಮನ ಸೆಳೆದ ಗಣೇಶ್ ಗಾಣಿಗ [646, 933, 959, 951]
mela-name: ಶ್ರೀ ಸಾಲಿಗ್ರಾಮ ಮೇಳ [133, 1963, 233, 1981]
dateline: ಕೋಟ: [340, 723, 367, 736]
dateline: ಮಂಗಳೂರು: [952, 231, 1001, 245]
mela-item: ರಾಯಲ್ ಜೀವನ ಮಂಗಳೂರು [77, 1837, 189, 1851]
brief-body: ಮಡಿಕೇರಿ ನಗರ ಕಾಂಗ್ರೆಸ್ ಪ್ರಧಾನ ಕಾರ್ಯದರ್ಶಿಯಾಗಿ ಕೊಟನ ಚೇತನ್ ಅವರನ್ನು ನೇಮಕಗೊಳಿಸಲಾಗಿದೆ. ಮಡಿಕೇರಿ ನಗರ ಕಾಂಗ್ರೆಸ್ ಅಧ್ಯಕ್ಷ ಪ್ರಕಾಶ್ ಆಚಾರ್ಯ ಅವರು ಕೊಟನ ಚೇತನ್ ಅವರನ್ನು ನೇಮಕಗೊಳಿಸಿ ಆದೇಶ ಹೊರಡಿಸಿದ್ದಾರೆ. ಪಕ್ಷದ ಸಂಘಟನೆ ಬಲಪಡಿಸುವಲ್ಲಿ ಸಕ್ರಿಯರಾಗಿ ಕಾರ್ಯನಿರ್ವಹಿಸುವಂತೆ ಸೂಚಿಸಲಾಗಿದೆ. [44, 801, 210, 925]
dateline: ಬಂಟ್ವಾಳ: [44, 1067, 81, 1082]
kirusuddi-badge [44, 154, 322, 230]
brief-chemical [44, 1468, 322, 1592]
varieties-title: ಗಮನ ಸೆಳೆಯ ವಿವಿಧ ತಳಿಗಳು [1058, 729, 1227, 750]
mela-item: ಶ್ರೀ ದರ್ಬೆ ಅಗ್ನೂರು [147, 1929, 220, 1943]
dateline: ಬಂಟ್ವಾಳ: [44, 1499, 81, 1513]
water-col3: ಕೆ. ಭಂಡಾರಿ, ಕಾರ್ಯದರ್ಶಿ ಮೋಹನ್‌ದಾಸ್ ಇದ್ದರು. ಸಿಡಿಸಿ ಇಂಡಿಯಾ ಸಂಸ್ಥೆಯ ಪ್ರತಿನಿಧಿಗಳು ಹಾಗೂ ಅಂಗ ಸಂಸ್ಥೆಗಳ ಪದಾಧಿಕಾರಿಗಳು ಭಾಗವಹಿಸಿದ್ದರು. ಕಾರ್ಯಕ್ರಮದಲ್ಲಿ ಇಂಜಿನಿಯರ್‌ಗಳು ಹಾಗೂ ವಾಸ್ತುಶಿಲ್ಪಿಗಳು ಭಾಗವಹಿಸಿದ್ದರು. [812, 2139, 1034, 2200]
